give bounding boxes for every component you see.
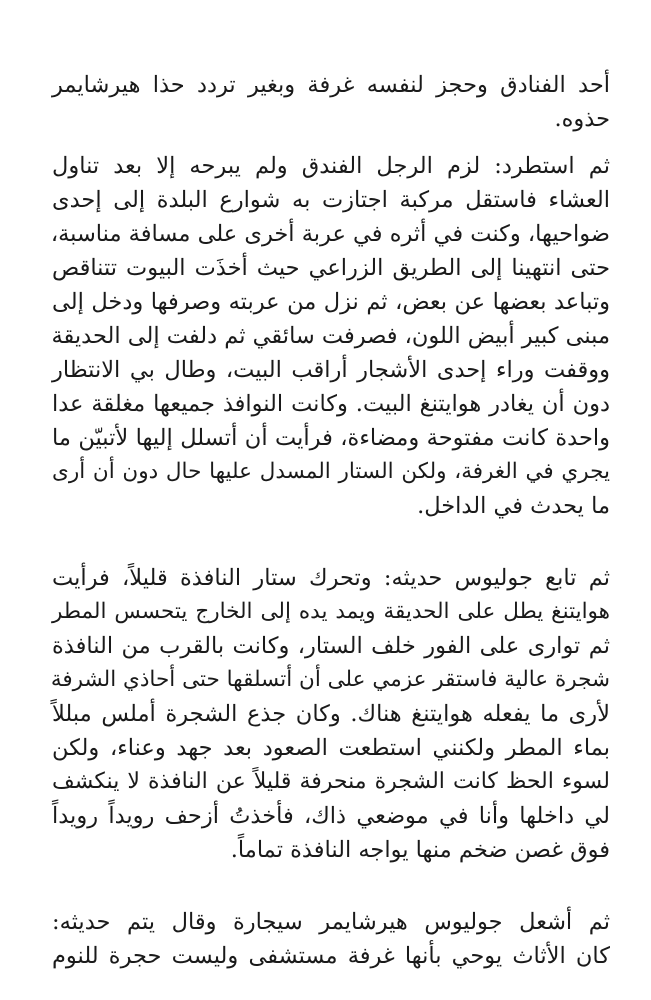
text-line: واحدة كانت مفتوحة ومضاءة، فرأيت أن أتسلل إليها لأتبيّن ما xyxy=(52,425,610,451)
text-line: ووقفت وراء إحدى الأشجار أراقب البيت، وطال بي الانتظار xyxy=(52,357,610,383)
book-page xyxy=(52,0,610,1000)
text-line: ثم أشعل جوليوس هيرشايمر سيجارة وقال يتم حديثه: xyxy=(52,909,610,935)
text-line: ضواحيها، وكنت في أثره في عربة أخرى على مسافة مناسبة، xyxy=(50,221,610,247)
text-line: كان الأثاث يوحي بأنها غرفة مستشفى وليست حجرة للنوم xyxy=(52,943,610,969)
text-line: مبنى كبير أبيض اللون، فصرفت سائقي ثم دلفت إلى الحديقة xyxy=(51,323,610,349)
text-line: ثم توارى على الفور خلف الستار، وكانت بالقرب من النافذة xyxy=(52,633,610,659)
text-line: ثم استطرد: لزم الرجل الفندق ولم يبرحه إلا بعد تناول xyxy=(52,153,610,179)
text-line: شجرة عالية فاستقر عزمي على أن أتسلقها حتى أحاذي الشرفة xyxy=(50,667,610,692)
text-line: يجري في الغرفة، ولكن الستار المسدل عليها حال دون أن أرى xyxy=(52,459,610,484)
text-line: العشاء فاستقل مركبة اجتازت به شوارع البلدة إلى إحدى xyxy=(52,187,610,213)
text-line: أحد الفنادق وحجز لنفسه غرفة وبغير تردد حذا هيرشايمر xyxy=(52,72,610,98)
text-line: دون أن يغادر هوايتنغ البيت. وكانت النوافذ جميعها مغلقة عدا xyxy=(52,391,610,417)
text-line: فوق غصن ضخم منها يواجه النافذة تماماً. xyxy=(230,837,610,863)
text-line: حذوه. xyxy=(554,106,610,132)
text-line: هوايتنغ يطل على الحديقة ويمد يده إلى الخارج يتحسس المطر xyxy=(52,599,610,624)
text-line: بماء المطر ولكنني استطعت الصعود بعد جهد وعناء، ولكن xyxy=(52,735,610,761)
text-line: لي داخلها وأنا في موضعي ذاك، فأخذتُ أزحف رويداً رويداً xyxy=(52,803,610,829)
text-line: وتباعد بعضها عن بعض، ثم نزل من عربته وصرفها ودخل إلى xyxy=(52,289,610,315)
text-line: ثم تابع جوليوس حديثه: وتحرك ستار النافذة قليلاً، فرأيت xyxy=(52,565,610,591)
text-line: حتى انتهينا إلى الطريق الزراعي حيث أخذَت البيوت تتناقص xyxy=(52,255,610,281)
text-line: لأرى ما يفعله هوايتنغ هناك. وكان جذع الشجرة أملس مبللاً xyxy=(52,701,610,727)
text-line: لسوء الحظ كانت الشجرة منحرفة قليلاً عن النافذة لا ينكشف xyxy=(52,769,610,794)
text-line: ما يحدث في الداخل. xyxy=(417,493,610,519)
